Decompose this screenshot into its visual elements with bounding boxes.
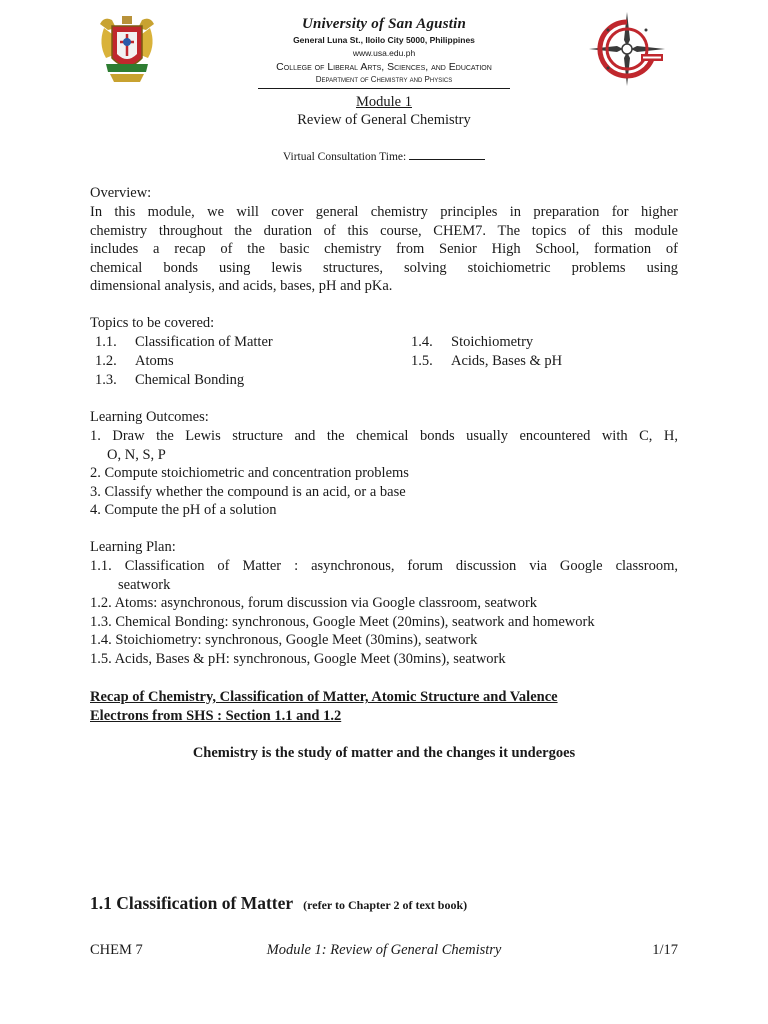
chemistry-definition: Chemistry is the study of matter and the changes it undergoes — [192, 745, 576, 761]
topic-number: 1.4. — [411, 334, 433, 350]
topic-item — [411, 333, 534, 352]
overview-line: chemical bonds using lewis structures, solving stoichiometric problems using — [90, 259, 678, 276]
college-name: College of Liberal Arts, Sciences, and Education — [276, 61, 492, 73]
module-number: Module 1 — [356, 94, 412, 110]
topic-label: Stoichiometry — [451, 334, 534, 350]
outcome-item-continued: O, N, S, P — [107, 446, 166, 463]
plan-heading: Learning Plan: — [90, 539, 176, 555]
outcome-item: 3. Classify whether the compound is an acid, or a base — [90, 483, 406, 500]
plan-item-continued: seatwork — [118, 576, 171, 593]
overview-line: In this module, we will cover general chemistry principles in preparation for higher — [90, 204, 678, 220]
recap-heading-line1: Recap of Chemistry, Classification of Matter, Atomic Structure and Valence — [90, 689, 558, 705]
plan-item: 1.1. Classification of Matter : asynchronous, forum discussion via Google classroom, — [90, 558, 678, 574]
university-website: www.usa.edu.ph — [352, 48, 416, 58]
plan-item: 1.2. Atoms: asynchronous, forum discussion via Google classroom, seatwork — [90, 595, 538, 611]
overview-line: dimensional analysis, and acids, bases, pH and pKa. — [90, 278, 393, 294]
module-title: Review of General Chemistry — [297, 112, 471, 128]
topic-item — [95, 333, 273, 352]
topic-item — [95, 352, 174, 371]
outcomes-list — [90, 427, 678, 520]
topic-label: Chemical Bonding — [135, 372, 245, 388]
outcome-item: 2. Compute stoichiometric and concentration problems — [90, 465, 409, 481]
overview-line: includes a recap of the basic chemistry from Senior High School, formation of — [90, 241, 678, 257]
topic-number: 1.2. — [95, 353, 117, 369]
outcome-item: 4. Compute the pH of a solution — [90, 502, 277, 518]
overview-heading: Overview: — [90, 185, 152, 201]
consultation-label: Virtual Consultation Time: — [282, 151, 407, 163]
footer-module: Module 1: Review of General Chemistry — [266, 942, 502, 958]
department-name: Department of Chemistry and Physics — [315, 75, 453, 84]
consultation-time — [0, 149, 768, 163]
overview-line: chemistry throughout the duration of this course, CHEM7. The topics of this module — [90, 222, 678, 239]
topic-label: Acids, Bases & pH — [451, 353, 563, 369]
outcome-item: 1. Draw the Lewis structure and the chemical bonds usually encountered with C, H, — [90, 428, 678, 444]
recap-heading-line2: Electrons from SHS : Section 1.1 and 1.2 — [90, 708, 342, 724]
topic-item — [95, 371, 245, 390]
consultation-blank — [409, 149, 485, 160]
section-note: (refer to Chapter 2 of text book) — [303, 898, 468, 912]
topic-number: 1.1. — [95, 334, 117, 350]
topic-label: Atoms — [135, 353, 174, 369]
university-address: General Luna St., Iloilo City 5000, Philippines — [293, 35, 475, 45]
section-title: 1.1 Classification of Matter — [90, 893, 294, 913]
header-divider — [258, 88, 510, 89]
plan-item: 1.4. Stoichiometry: synchronous, Google Meet (30mins), seatwork — [90, 632, 478, 648]
plan-item: 1.5. Acids, Bases & pH: synchronous, Google Meet (30mins), seatwork — [90, 650, 506, 667]
topics-heading: Topics to be covered: — [90, 315, 215, 331]
topic-number: 1.3. — [95, 372, 117, 388]
section-heading — [90, 893, 467, 914]
plan-item: 1.3. Chemical Bonding: synchronous, Google Meet (20mins), seatwork and homework — [90, 613, 595, 630]
topic-number: 1.5. — [411, 353, 433, 369]
plan-list — [90, 557, 678, 668]
outcomes-heading: Learning Outcomes: — [90, 409, 209, 425]
topic-item — [411, 352, 563, 371]
footer-page-number: 1/17 — [652, 942, 678, 958]
topic-label: Classification of Matter — [135, 334, 273, 350]
university-name: University of San Agustin — [301, 16, 467, 32]
overview-paragraph — [90, 203, 678, 296]
footer-course: CHEM 7 — [90, 942, 143, 958]
